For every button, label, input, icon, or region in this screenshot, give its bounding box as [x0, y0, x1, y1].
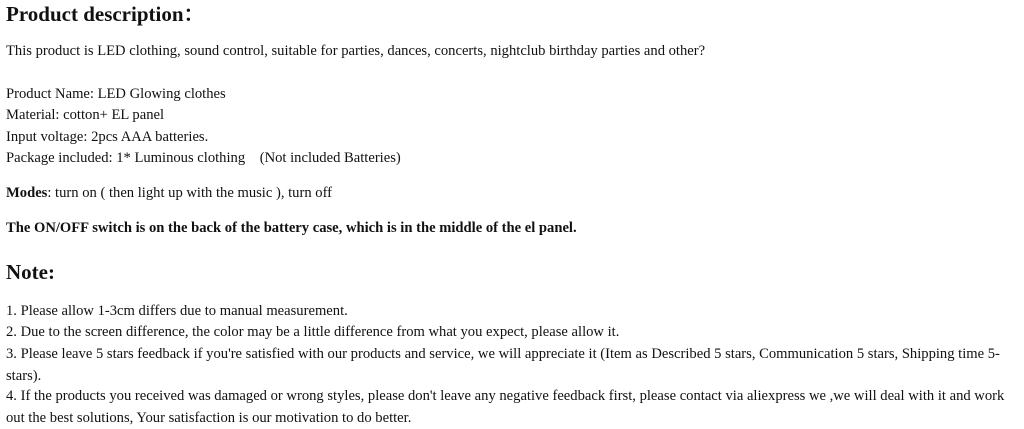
- modes-text: : turn on ( then light up with the music ), turn off: [47, 185, 333, 201]
- note-item-4: 4. If the products you received was damaged or wrong styles, please don't leave any negative feedback first, please contact via aliexpress we ,we will deal with it and work out the best solutions, Your satisfaction is our motivation to do better.: [6, 388, 1005, 426]
- note-item-2: 2. Due to the screen difference, the color may be a little difference from what you expect, please allow it.: [6, 324, 620, 340]
- spec-product-name: Product Name: LED Glowing clothes: [6, 86, 226, 102]
- note-item-1: 1. Please allow 1-3cm differs due to manual measurement.: [6, 303, 348, 319]
- modes-label: Modes: [6, 185, 48, 201]
- note-heading: Note:: [6, 260, 55, 284]
- switch-note: The ON/OFF switch is on the back of the battery case, which is in the middle of the el panel.: [6, 220, 577, 236]
- spec-input-voltage: Input voltage: 2pcs AAA batteries.: [6, 129, 209, 145]
- note-item-3: 3. Please leave 5 stars feedback if you're satisfied with our products and service, we will appreciate it (Item as Described 5 stars, Communication 5 stars, Shipping time 5-stars).: [6, 346, 1000, 384]
- spec-material: Material: cotton+ EL panel: [6, 107, 165, 123]
- product-description-heading: Product description：: [6, 2, 205, 26]
- spec-package-included: Package included: 1* Luminous clothing (Not included Batteries): [6, 150, 401, 166]
- intro-text: This product is LED clothing, sound control, suitable for parties, dances, concerts, nightclub birthday parties and other?: [6, 43, 706, 59]
- modes-line: [6, 182, 1018, 204]
